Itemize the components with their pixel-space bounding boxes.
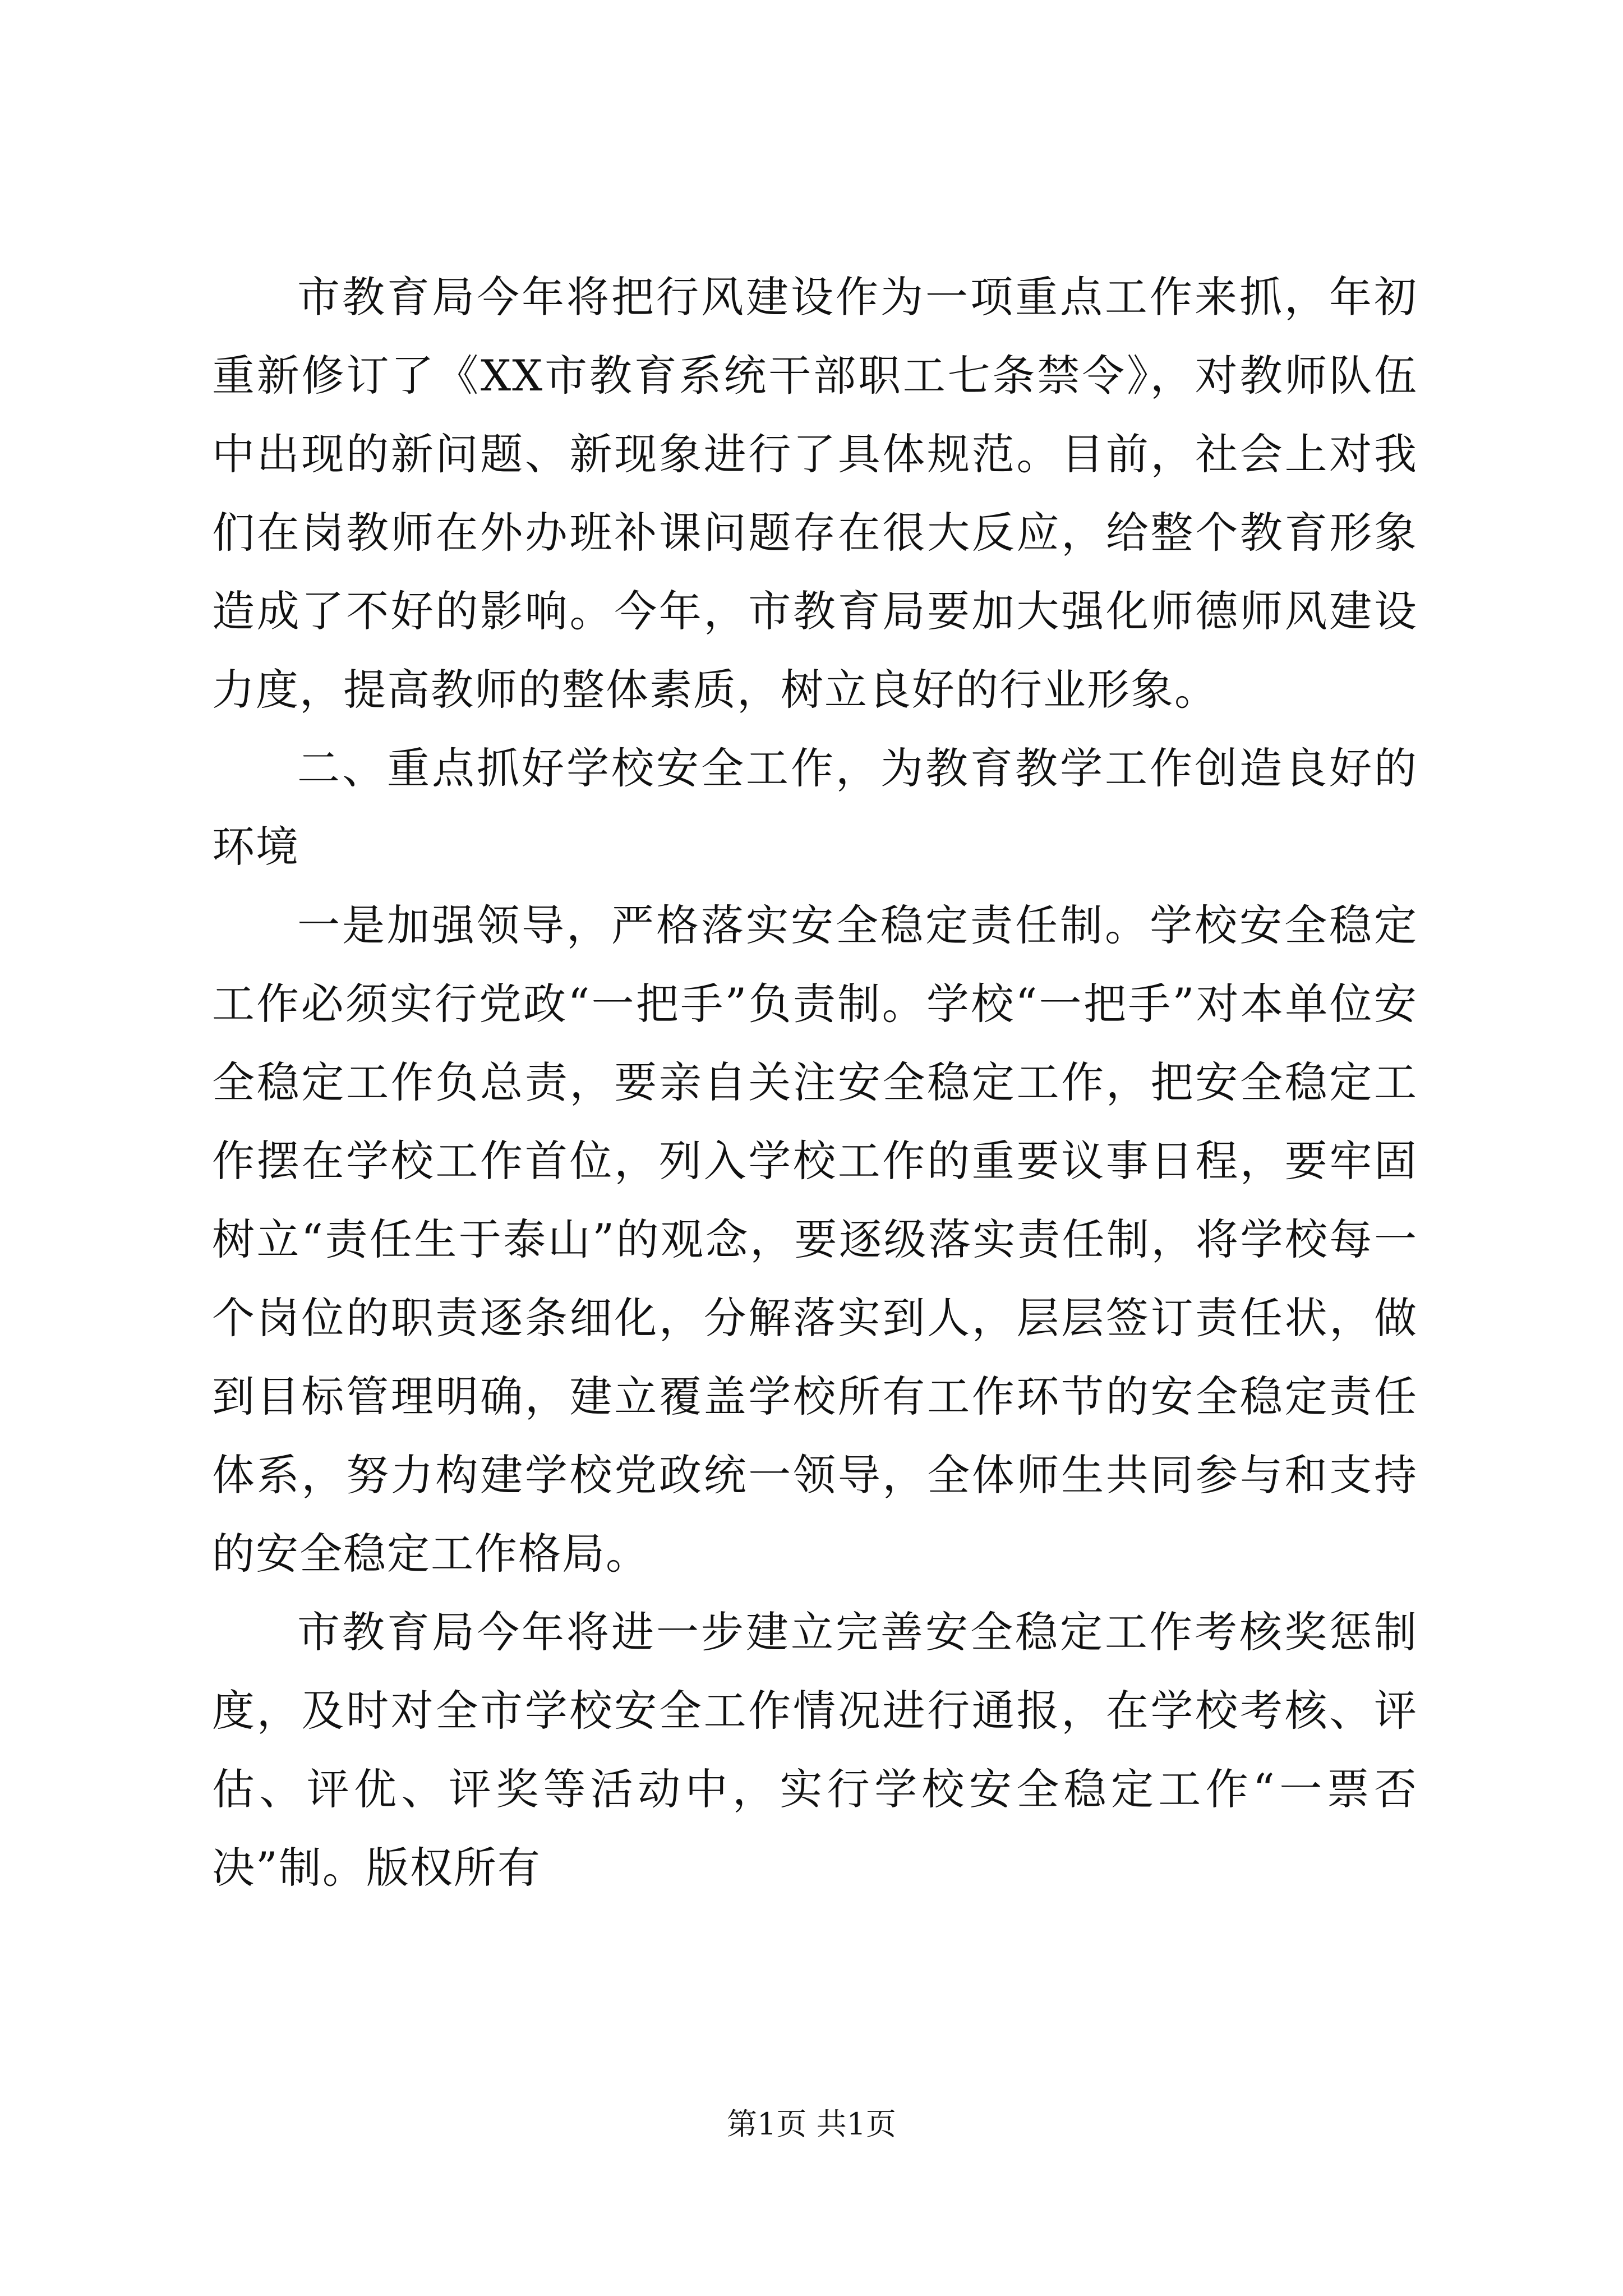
paragraph-assessment-system: 市教育局今年将进一步建立完善安全稳定工作考核奖惩制度，及时对全市学校安全工作情况进行通报，在学校考核、评估、评优、评奖等活动中，实行学校安全稳定工作“一票否决”制。版权所有 xyxy=(212,1607,1418,1893)
paragraph-leadership-responsibility: 一是加强领导，严格落实安全稳定责任制。学校安全稳定工作必须实行党政“一把手”负责制。学校“一把手”对本单位安全稳定工作负总责，要亲自关注安全稳定工作，把安全稳定工作摆在学校工作首位，列入学校工作的重要议事日程，要牢固树立“责任生于泰山”的观念，要逐级落实责任制，将学校每一个岗位的职责逐条细化，分解落实到人，层层签订责任状，做到目标管理明确，建立覆盖学校所有工作环节的安全稳定责任体系，努力构建学校党政统一领导，全体师生共同参与和支持的安全稳定工作格局。 xyxy=(212,900,1418,1579)
paragraph-teacher-ethics: 市教育局今年将把行风建设作为一项重点工作来抓，年初重新修订了《XX市教育系统干部职工七条禁令》，对教师队伍中出现的新问题、新现象进行了具体规范。目前，社会上对我们在岗教师在外办班补课问题存在很大反应，给整个教育形象造成了不好的影响。今年，市教育局要加大强化师德师风建设力度，提高教师的整体素质，树立良好的行业形象。 xyxy=(212,272,1418,715)
document-body xyxy=(212,258,1418,1907)
page-number-footer: 第1页 共1页 xyxy=(727,2106,896,2142)
paragraph-section-heading-safety: 二、重点抓好学校安全工作，为教育教学工作创造良好的环境 xyxy=(212,743,1418,872)
